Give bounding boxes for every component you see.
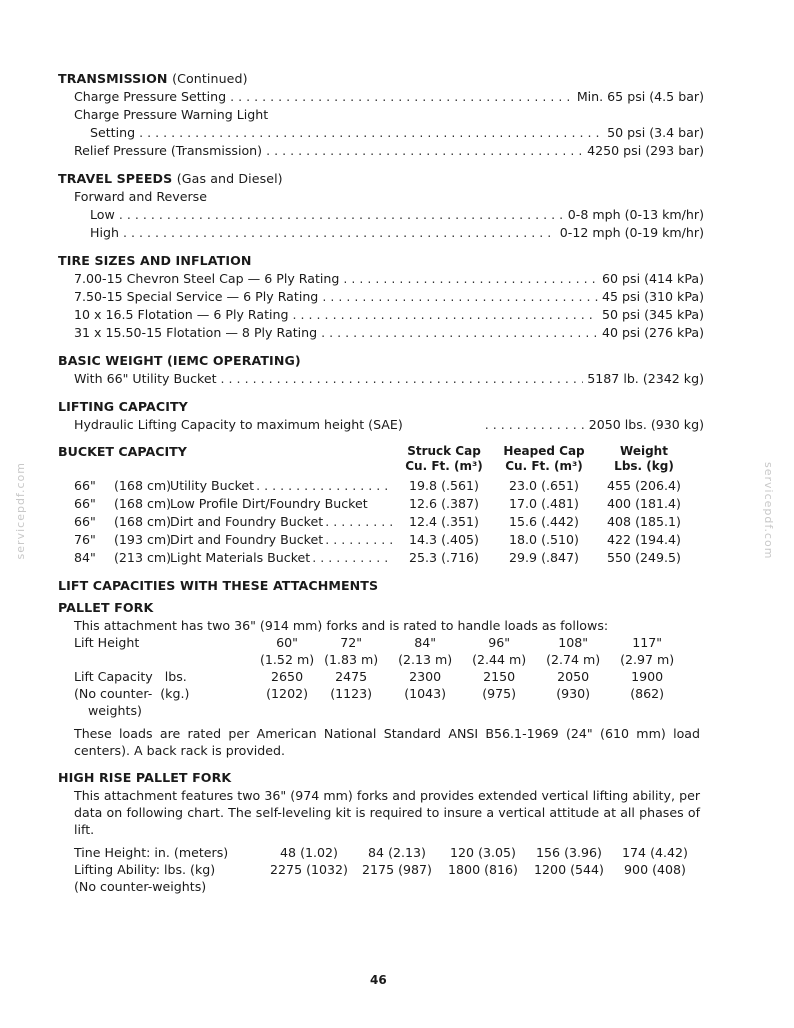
weight-heading: BASIC WEIGHT (IEMC OPERATING) xyxy=(58,353,301,368)
table-row: weights) xyxy=(88,703,142,718)
spec-page xyxy=(58,70,704,895)
tires-section xyxy=(58,252,704,342)
table-row: (No counter- (kg.) (1202) (1123) (1043) (975) (930) (862) xyxy=(74,686,665,701)
col-heaped: Heaped Cap Cu. Ft. (m³) xyxy=(503,444,585,473)
travel-heading: TRAVEL SPEEDS (Gas and Diesel) xyxy=(58,171,283,186)
transmission-heading: TRANSMISSION (Continued) xyxy=(58,71,248,86)
pallet-fork-note: These loads are rated per American National Standard ANSI B56.1-1969 (24" (610 mm) load centers). A back rack is provided. xyxy=(74,726,700,758)
spec-row: 31 x 15.50-15 Flotation — 8 Ply Rating . . . 40 psi (276 kPa) xyxy=(58,324,704,342)
spec-row: Setting . . . 50 psi (3.4 bar) xyxy=(58,124,704,142)
spec-row: 7.00-15 Chevron Steel Cap — 6 Ply Rating . . . 60 psi (414 kPa) xyxy=(58,270,704,288)
highrise-intro: This attachment features two 36" (974 mm) forks and provides extended vertical lifting ability, per data on following chart. The self-leveling kit is required to insure a vertical attitude at all phases of lift. xyxy=(74,788,700,837)
col-struck: Struck Cap Cu. Ft. (m³) xyxy=(405,444,483,473)
table-row: (No counter-weights) xyxy=(74,879,207,894)
page-number: 46 xyxy=(370,973,387,987)
pallet-fork-heading: PALLET FORK xyxy=(58,600,154,615)
table-row: Lift Capacity lbs. 2650 2475 2300 2150 2050 1900 xyxy=(74,669,664,684)
watermark-left: servicepdf.com xyxy=(14,462,27,560)
table-row: Tine Height: in. (meters) 48 (1.02) 84 (2.13) 120 (3.05) 156 (3.96) 174 (4.42) xyxy=(74,845,688,860)
highrise-table xyxy=(74,844,698,895)
transmission-section xyxy=(58,70,704,160)
spec-row: With 66" Utility Bucket . . . 5187 lb. (2342 kg) xyxy=(58,370,704,388)
spec-row: Low . . . 0-8 mph (0-13 km/hr) xyxy=(58,206,704,224)
lifting-section xyxy=(58,398,704,434)
attachments-heading: LIFT CAPACITIES WITH THESE ATTACHMENTS xyxy=(58,578,379,593)
spec-row: Charge Pressure Setting . . . Min. 65 psi (4.5 bar) xyxy=(58,88,704,106)
highrise-section xyxy=(58,769,704,895)
bucket-table-header xyxy=(58,444,704,474)
watermark-right: servicepdf.com xyxy=(762,462,775,560)
col-weight: Weight Lbs. (kg) xyxy=(614,444,674,473)
pallet-fork-section xyxy=(58,599,704,759)
table-row: 84" (213 cm) Light Materials Bucket . . . 25.3 (.716) 29.9 (.847) 550 (249.5) xyxy=(58,549,704,567)
travel-subheading: Forward and Reverse xyxy=(74,189,207,204)
spec-row: 7.50-15 Special Service — 6 Ply Rating . . . 45 psi (310 kPa) xyxy=(58,288,704,306)
table-row: 66" (168 cm) Dirt and Foundry Bucket . . . 12.4 (.351) 15.6 (.442) 408 (185.1) xyxy=(58,513,704,531)
bucket-section xyxy=(58,444,704,567)
spec-row: High . . . 0-12 mph (0-19 km/hr) xyxy=(58,224,704,242)
spec-row: Charge Pressure Warning Light xyxy=(74,107,269,122)
table-row: 66" (168 cm) Utility Bucket . . . 19.8 (.561) 23.0 (.651) 455 (206.4) xyxy=(58,477,704,495)
table-row: Lifting Ability: lbs. (kg) 2275 (1032) 2175 (987) 1800 (816) 1200 (544) 900 (408) xyxy=(74,862,686,877)
spec-row: 10 x 16.5 Flotation — 6 Ply Rating . . . 50 psi (345 kPa) xyxy=(58,306,704,324)
table-row: 66" (168 cm) Low Profile Dirt/Foundry Bucket 12.6 (.387) 17.0 (.481) 400 (181.4) xyxy=(74,496,681,511)
table-row: Lift Height 60" 72" 84" 96" 108" 117" xyxy=(74,635,663,650)
travel-section xyxy=(58,170,704,242)
lifting-heading: LIFTING CAPACITY xyxy=(58,399,188,414)
spec-row: Relief Pressure (Transmission) . . . 4250 psi (293 bar) xyxy=(58,142,704,160)
bucket-heading: BUCKET CAPACITY xyxy=(58,444,187,459)
table-row: (1.52 m) (1.83 m) (2.13 m) (2.44 m) (2.74 m) (2.97 m) xyxy=(260,652,675,667)
pallet-fork-intro: This attachment has two 36" (914 mm) forks and is rated to handle loads as follows: xyxy=(74,618,609,633)
tires-heading: TIRE SIZES AND INFLATION xyxy=(58,253,252,268)
pallet-fork-table xyxy=(74,634,684,719)
weight-section xyxy=(58,352,704,388)
spec-row: Hydraulic Lifting Capacity to maximum height (SAE) . . . 2050 lbs. (930 kg) xyxy=(58,416,704,434)
table-row: 76" (193 cm) Dirt and Foundry Bucket . . . 14.3 (.405) 18.0 (.510) 422 (194.4) xyxy=(58,531,704,549)
highrise-heading: HIGH RISE PALLET FORK xyxy=(58,770,232,785)
